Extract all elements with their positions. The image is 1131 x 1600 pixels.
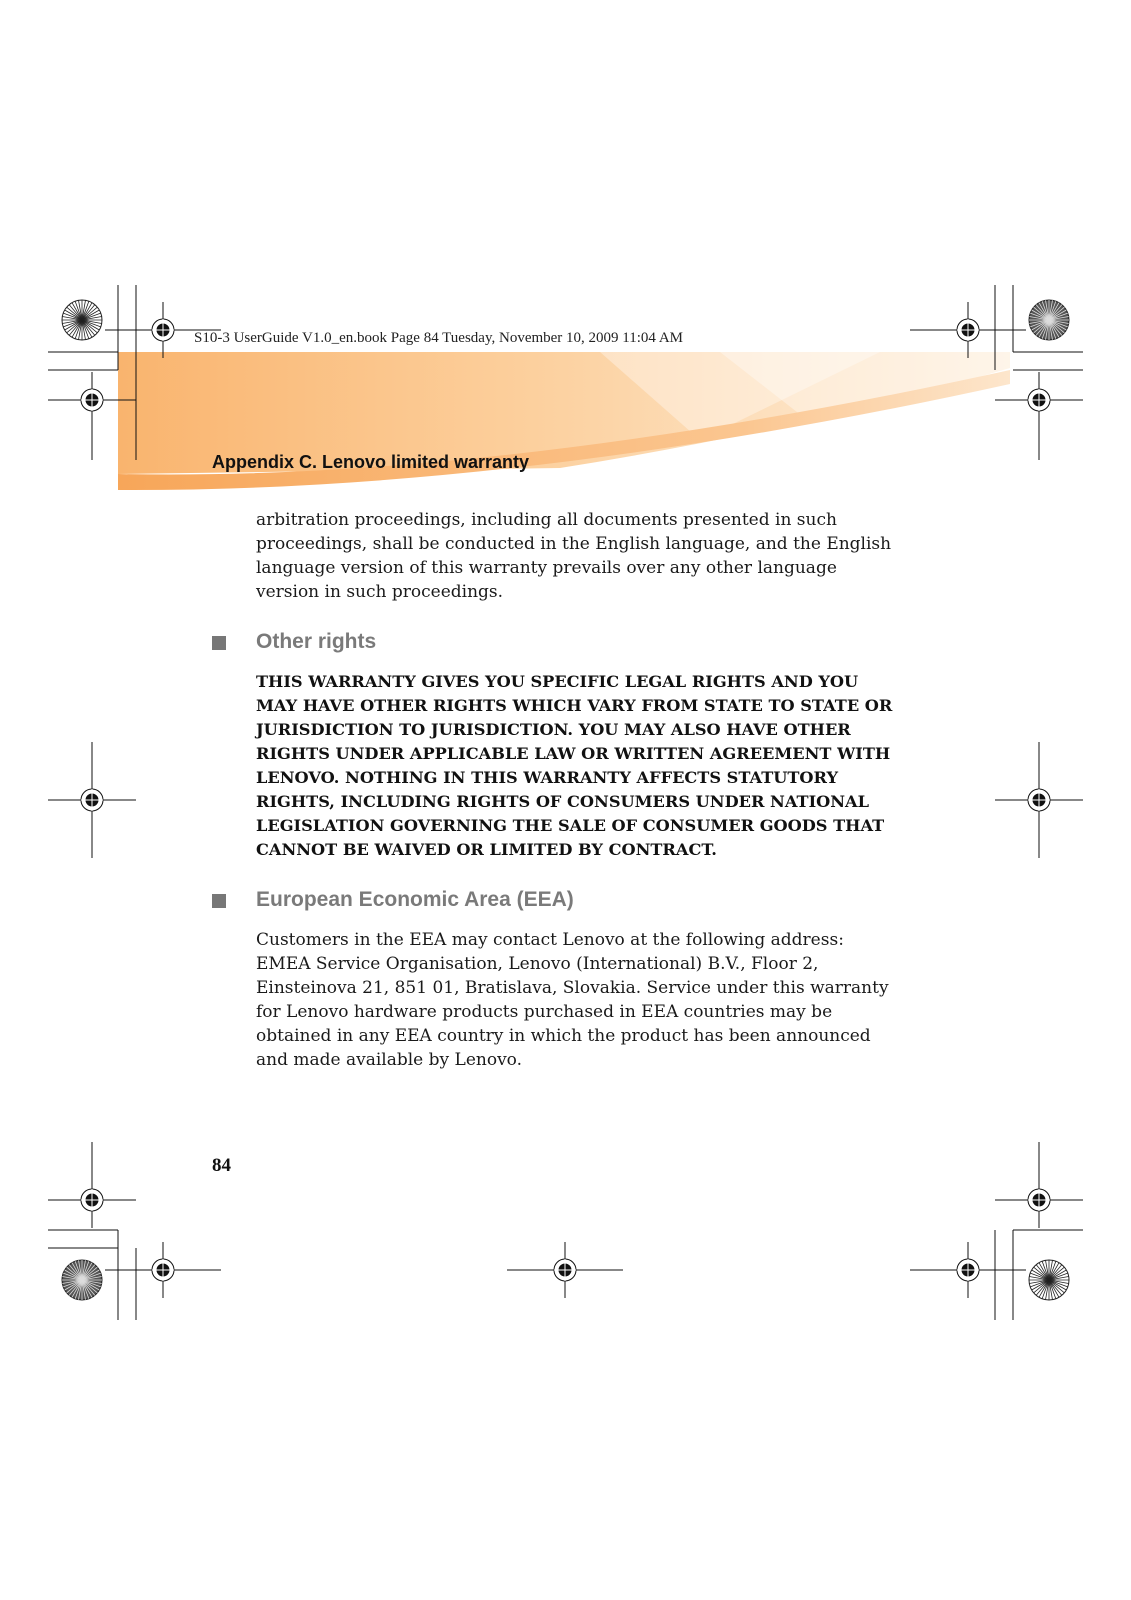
- page-number: 84: [212, 1155, 231, 1176]
- starburst-icon: [62, 1260, 102, 1300]
- starburst-icon: [1029, 300, 1069, 340]
- section-heading-other-rights: Other rights: [256, 630, 377, 653]
- intro-paragraph: arbitration proceedings, including all documents presented in such proceedings, shall be conducted in the English language, and the English language version of this warranty prevails over any other language version in such proceedings.: [256, 510, 892, 602]
- chapter-title: Appendix C. Lenovo limited warranty: [212, 452, 530, 472]
- square-bullet-icon: [212, 636, 226, 650]
- eea-body: Customers in the EEA may contact Lenovo at the following address: EMEA Service Organisation, Lenovo (International) B.V., Floor 2, Einsteinova 21, 851 01, Bratislava, Slovakia. Service under this warranty for Lenovo hardware products purchased in EEA countries may be obtained in any EEA country in which the product has been announced and made available by Lenovo.: [256, 930, 889, 1070]
- other-rights-body: THIS WARRANTY GIVES YOU SPECIFIC LEGAL RIGHTS AND YOU MAY HAVE OTHER RIGHTS WHICH VARY FROM STATE TO STATE OR JURISDICTION TO JURISDICTION. YOU MAY ALSO HAVE OTHER RIGHTS UNDER APPLICABLE LAW OR WRITTEN AGREEMENT WITH LENOVO. NOTHING IN THIS WARRANTY AFFECTS STATUTORY RIGHTS, INCLUDING RIGHTS OF CONSUMERS UNDER NATIONAL LEGISLATION GOVERNING THE SALE OF CONSUMER GOODS THAT CANNOT BE WAIVED OR LIMITED BY CONTRACT.: [256, 672, 893, 859]
- square-bullet-icon: [212, 894, 226, 908]
- starburst-icon: [62, 300, 102, 340]
- running-header: S10-3 UserGuide V1.0_en.book Page 84 Tuesday, November 10, 2009 11:04 AM: [194, 330, 684, 346]
- starburst-icon: [1029, 1260, 1069, 1300]
- section-heading-eea: European Economic Area (EEA): [256, 888, 574, 911]
